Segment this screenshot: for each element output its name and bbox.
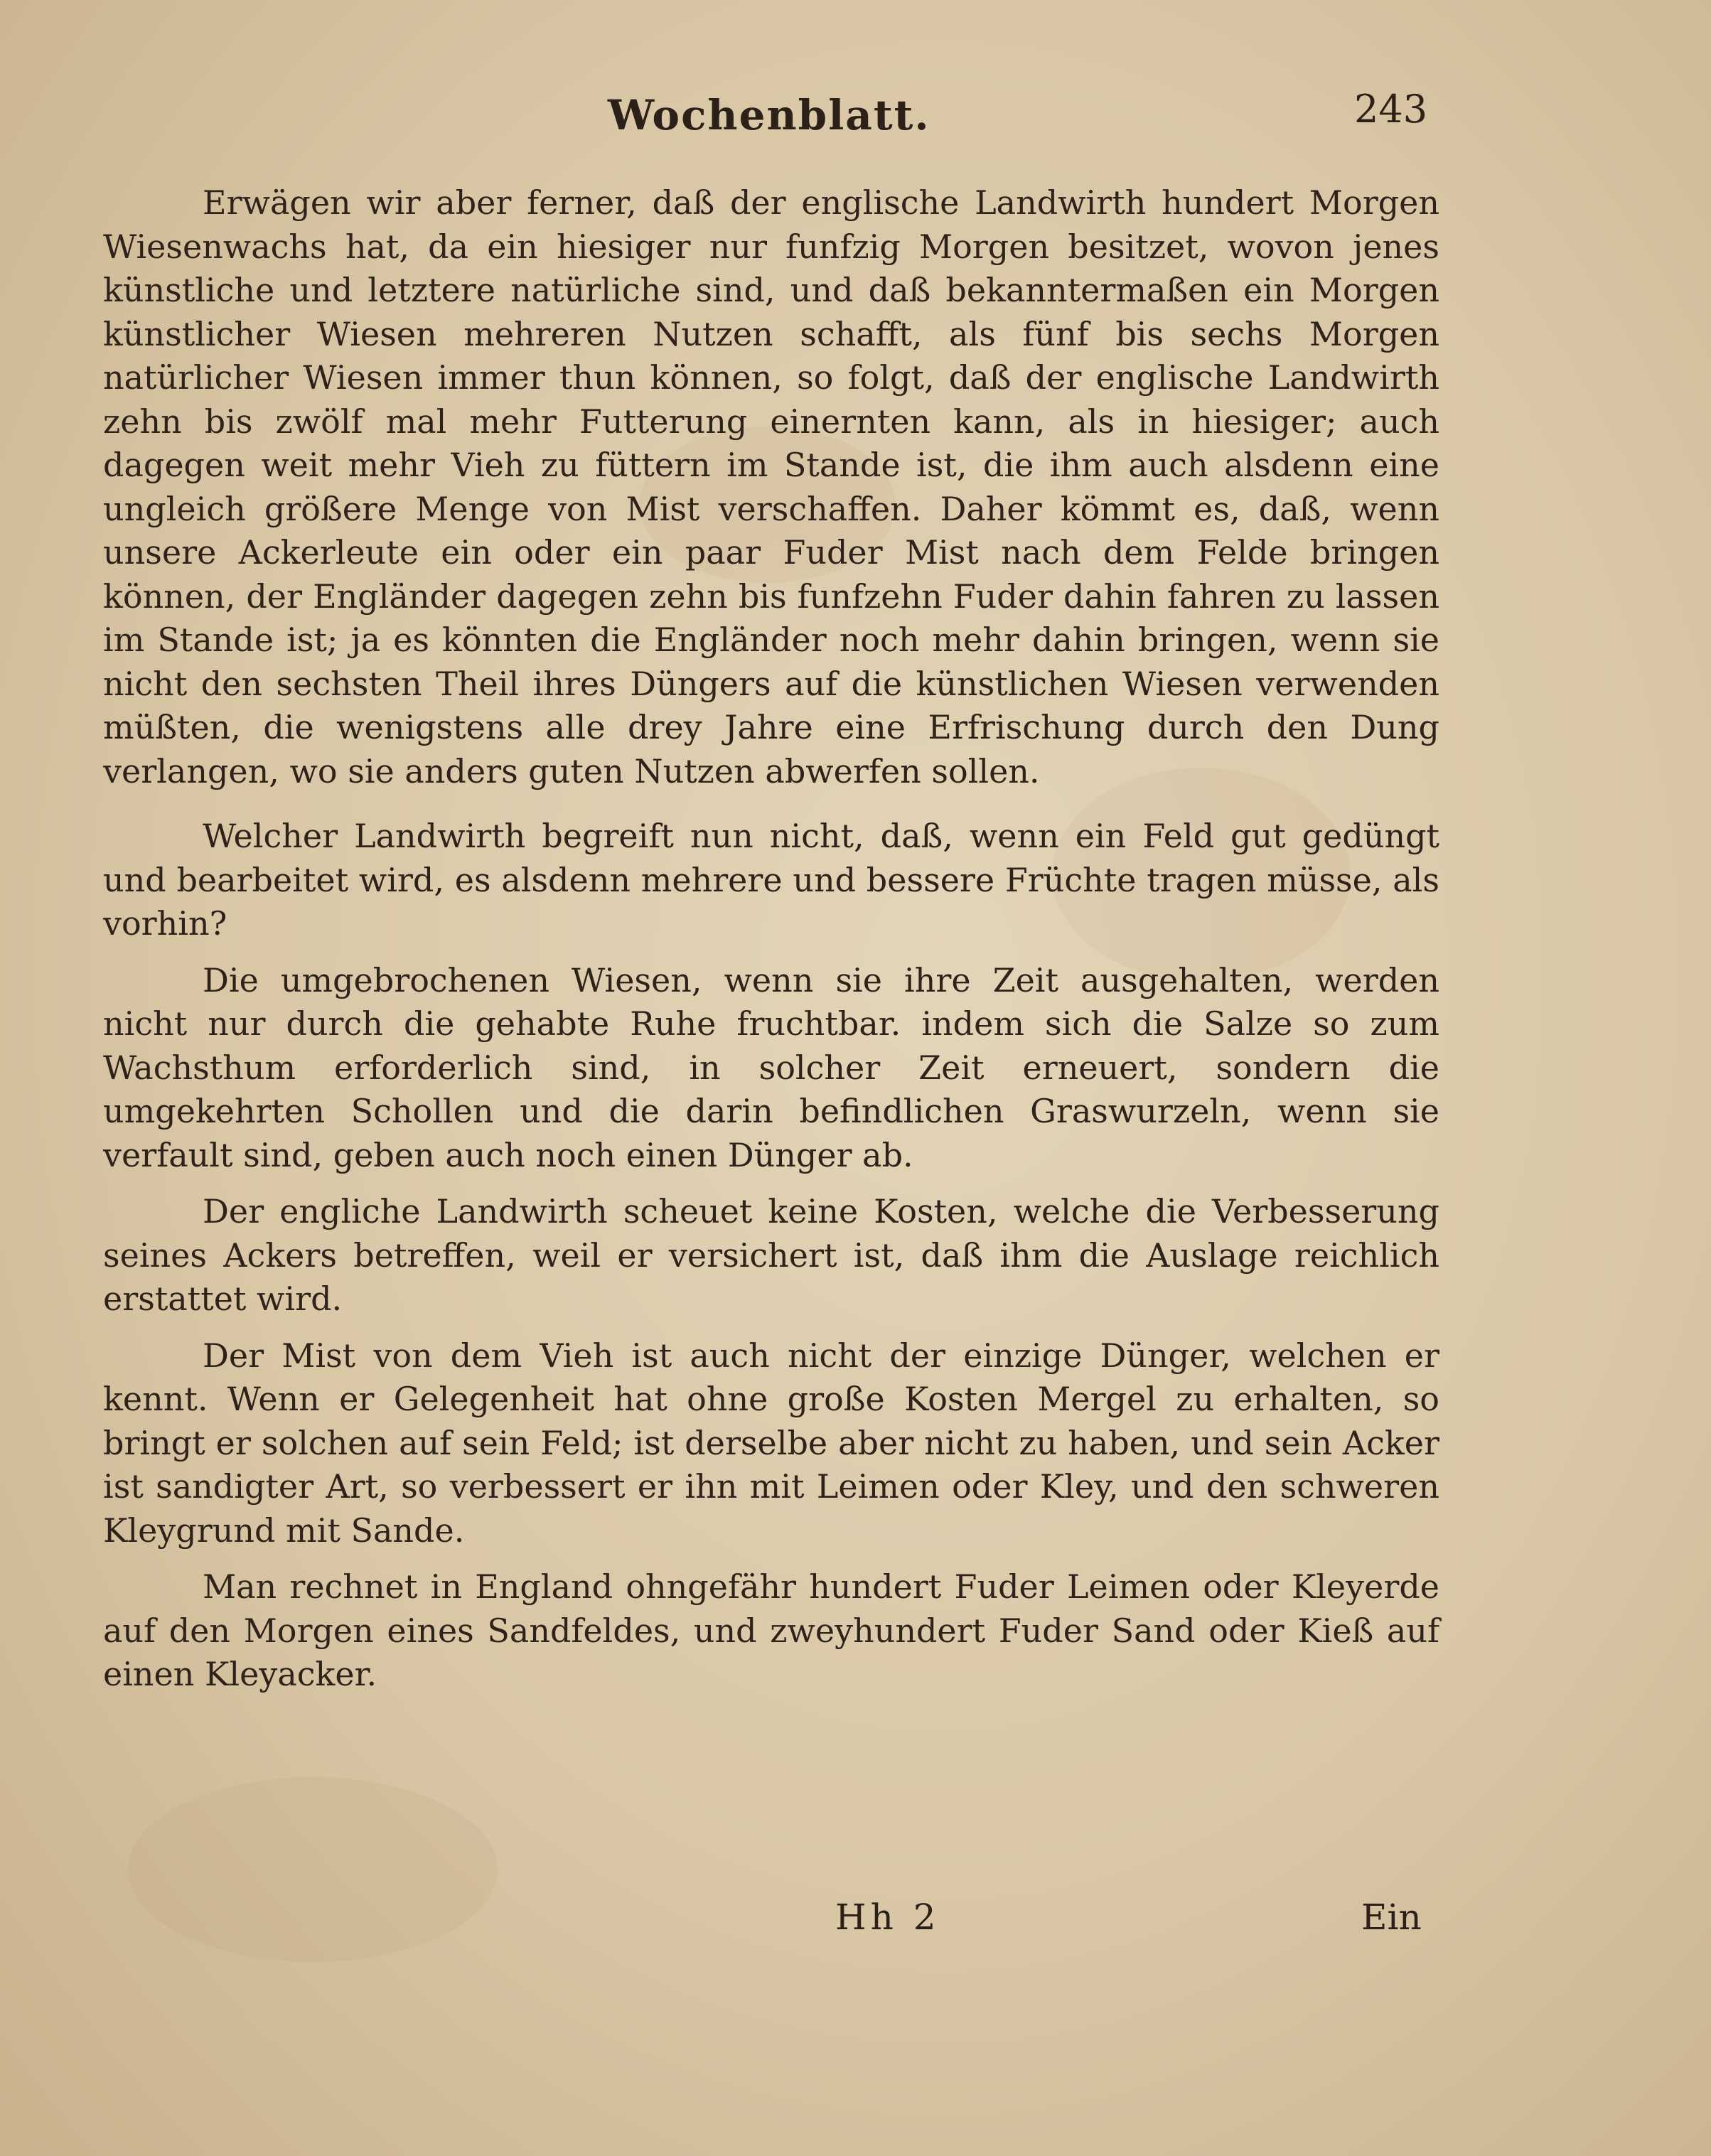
running-title: Wochenblatt. — [608, 91, 930, 139]
page-footer — [0, 1891, 1711, 1955]
page-header — [0, 78, 1711, 156]
paragraph-3: Die umgebrochenen Wiesen, wenn sie ihre Zeit ausgehalten, werden nicht nur durch die gehabte Ruhe fruchtbar. indem sich die Salze so zum Wachsthum erforderlich sind, in solcher Zeit erneuert, sondern die umgekehrten Schollen und die darin befindlichen Graswurzeln, wenn sie verfault sind, geben auch noch einen Dünger ab. — [103, 960, 1439, 1174]
body-text — [103, 181, 1439, 1710]
paragraph-1: Erwägen wir aber ferner, daß der englische Landwirth hundert Morgen Wiesenwachs hat, da ein hiesiger nur funfzig Morgen besitzet, wovon jenes künstliche und letztere natürliche sind, und daß bekanntermaßen ein Morgen künstlicher Wiesen mehreren Nutzen schafft, als fünf bis sechs Morgen natürlicher Wiesen immer thun können, so folgt, daß der englische Landwirth zehn bis zwölf mal mehr Futterung einernten kann, als in hiesiger; auch dagegen weit mehr Vieh zu füttern im Stande ist, die ihm auch alsdenn eine ungleich größere Menge von Mist verschaffen. Daher kömmt es, daß, wenn unsere Ackerleute ein oder ein paar Fuder Mist nach dem Felde bringen können, der Engländer dagegen zehn bis funfzehn Fuder dahin fahren zu lassen im Stande ist; ja es könnten die Engländer noch mehr dahin bringen, wenn sie nicht den sechsten Theil ihres Düngers auf die künstlichen Wiesen verwenden müßten, die wenigstens alle drey Jahre eine Erfrischung durch den Dung verlangen, wo sie anders guten Nutzen abwerfen sollen. — [103, 183, 1439, 790]
paragraph-2: Welcher Landwirth begreift nun nicht, daß, wenn ein Feld gut gedüngt und bearbeitet wird, es alsdenn mehrere und bessere Früchte tragen müsse, als vorhin? — [103, 817, 1439, 943]
paragraph-4: Der engliche Landwirth scheuet keine Kosten, welche die Verbesserung seines Ackers betreffen, weil er versichert ist, daß ihm die Auslage reichlich erstattet wird. — [103, 1192, 1439, 1318]
signature-mark: Hh 2 — [835, 1897, 940, 1938]
paragraph-5: Der Mist von dem Vieh ist auch nicht der einzige Dünger, welchen er kennt. Wenn er Gelegenheit hat ohne große Kosten Mergel zu erhalten, so bringt er solchen auf sein Feld; ist derselbe aber nicht zu haben, und sein Acker ist sandigter Art, so verbessert er ihn mit Leimen oder Kley, und den schweren Kleygrund mit Sande. — [103, 1336, 1439, 1550]
page-number: 243 — [1354, 87, 1428, 132]
catchword: Ein — [1361, 1897, 1422, 1938]
paragraph-6: Man rechnet in England ohngefähr hundert Fuder Leimen oder Kleyerde auf den Morgen eines Sandfeldes, und zweyhundert Fuder Sand oder Kieß auf einen Kleyacker. — [103, 1567, 1439, 1693]
